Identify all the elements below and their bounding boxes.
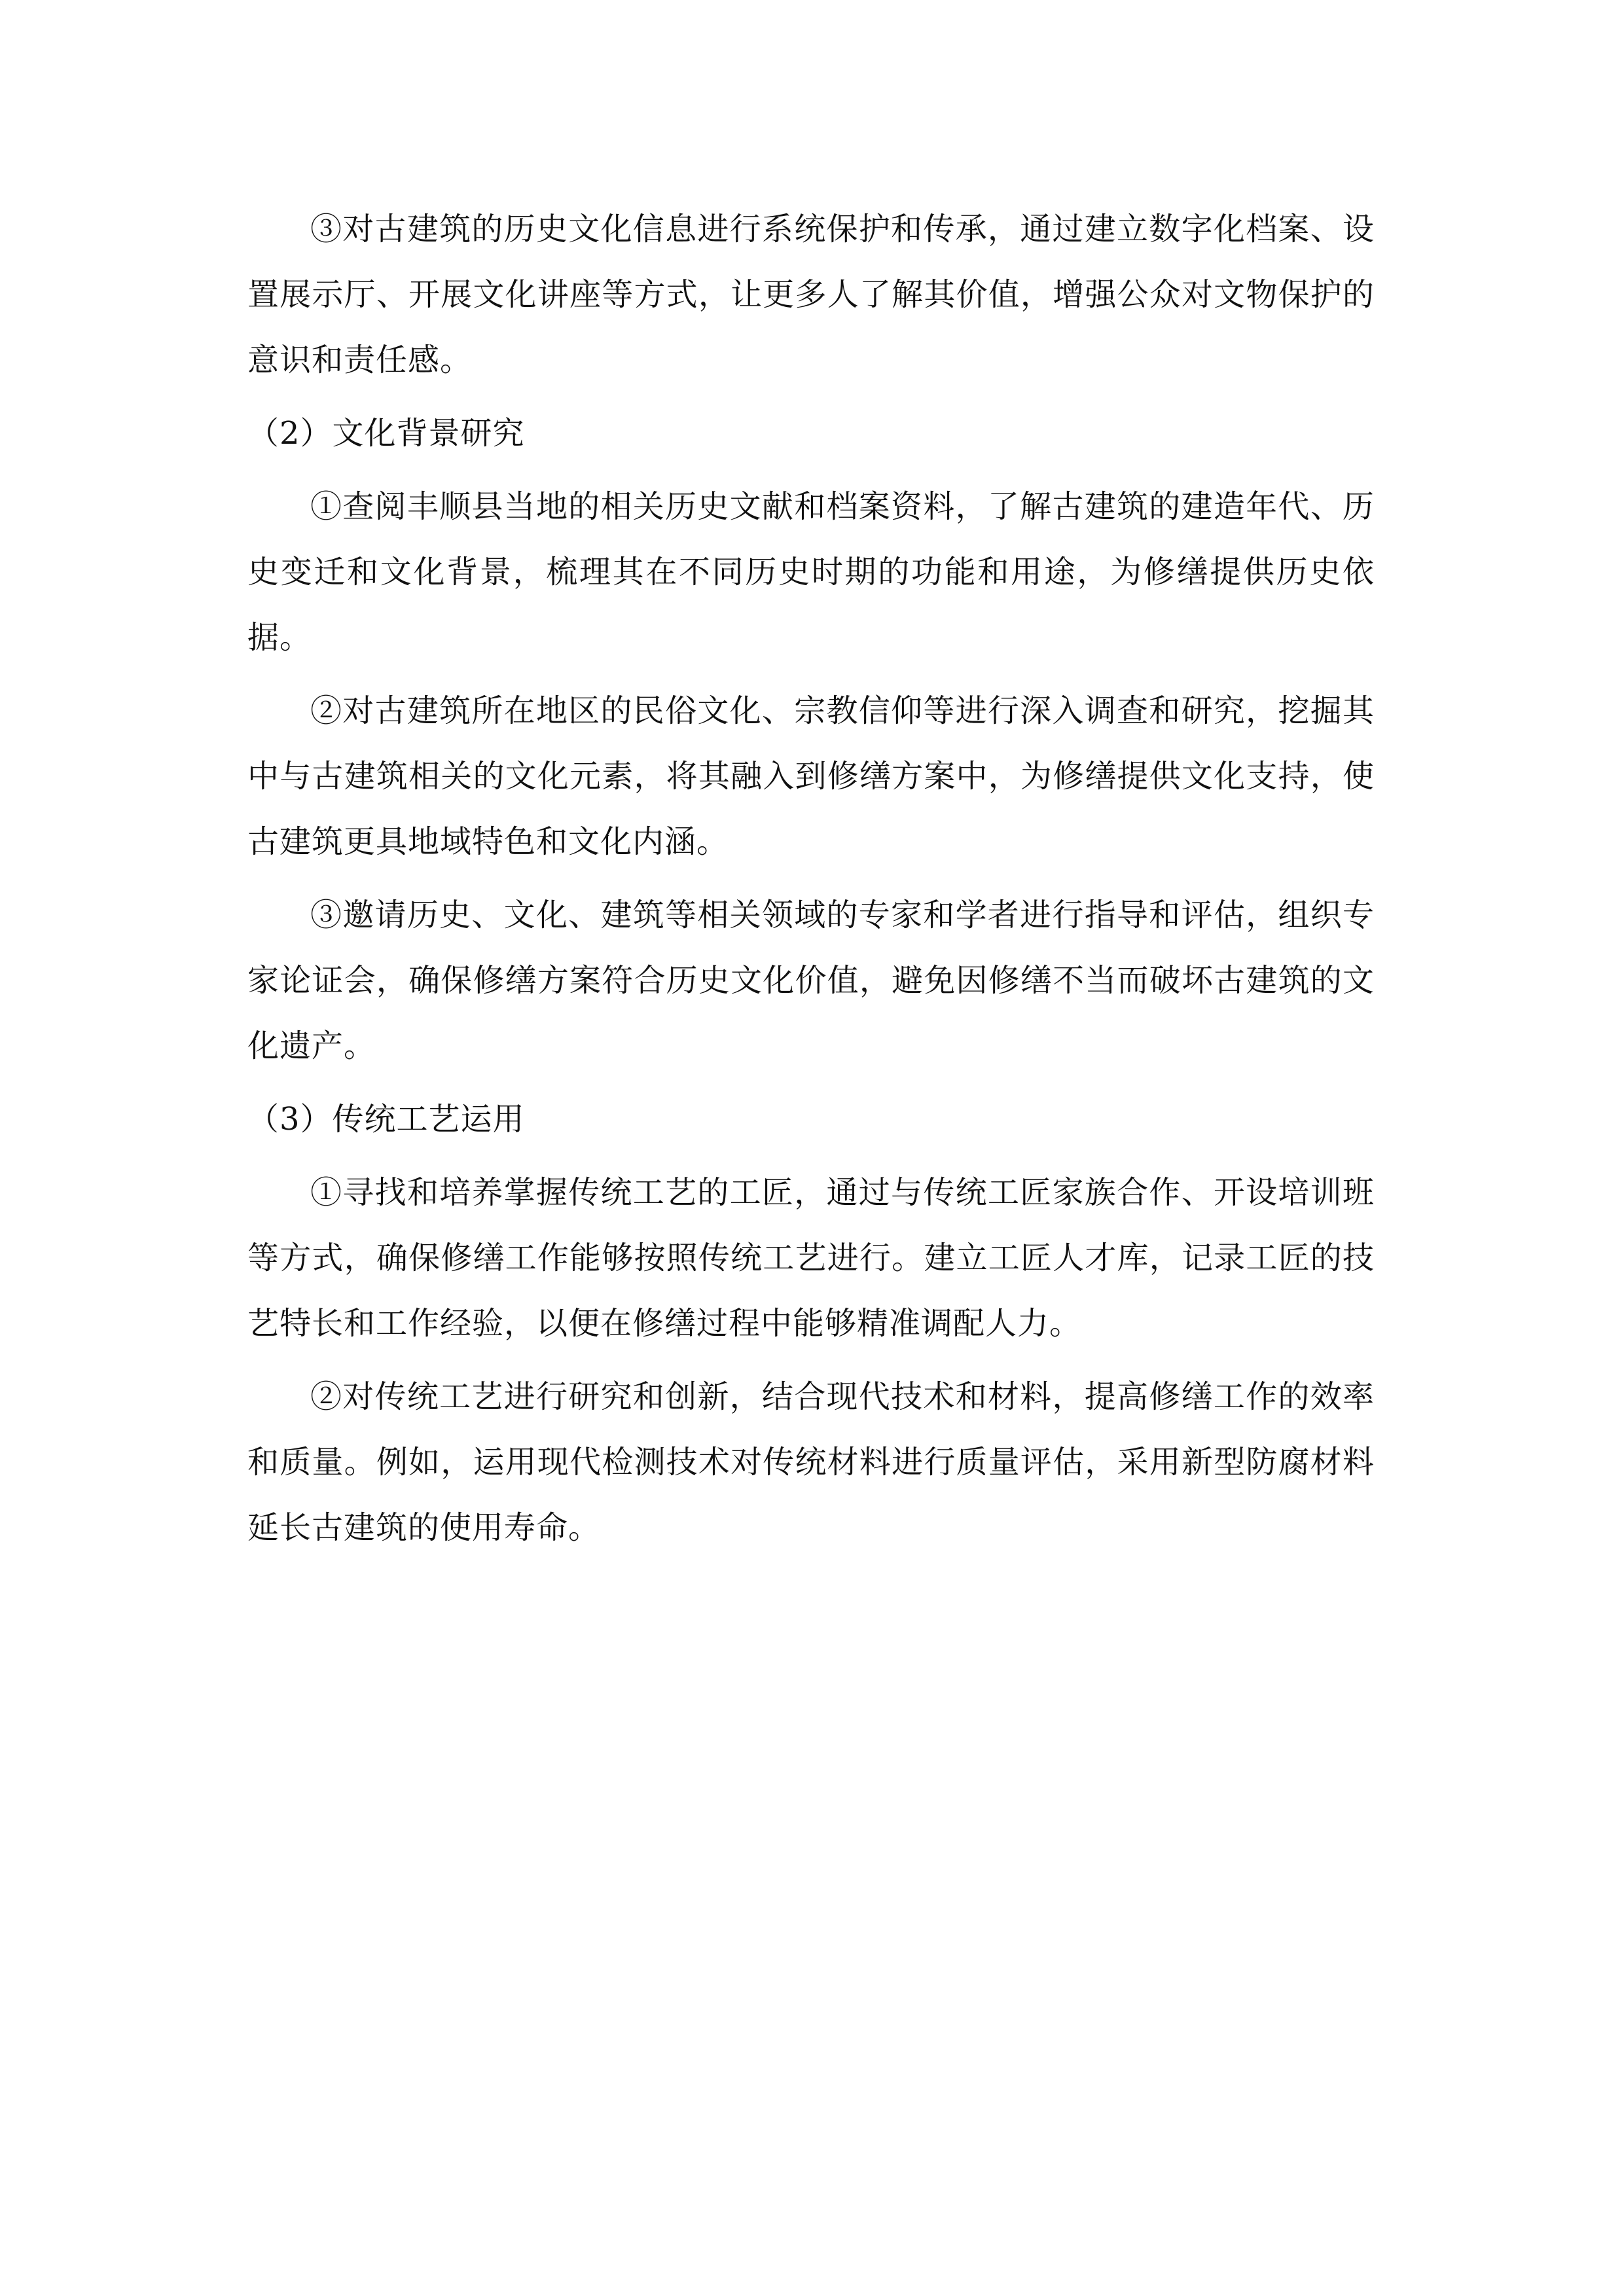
section-heading-cultural-background: （2）文化背景研究 bbox=[247, 415, 525, 452]
paragraph-folk-culture-research: ②对古建筑所在地区的民俗文化、宗教信仰等进行深入调查和研究，挖掘其中与古建筑相关的文化元素，将其融入到修缮方案中，为修缮提供文化支持，使古建筑更具地域特色和文化内涵。 bbox=[247, 692, 1375, 860]
paragraph-archive-research: ①查阅丰顺县当地的相关历史文献和档案资料，了解古建筑的建造年代、历史变迁和文化背景，梳理其在不同历史时期的功能和用途，为修缮提供历史依据。 bbox=[247, 488, 1375, 656]
document-body bbox=[247, 196, 1375, 1568]
section-heading-traditional-craft: （3）传统工艺运用 bbox=[247, 1101, 525, 1138]
paragraph-heritage-preservation: ③对古建筑的历史文化信息进行系统保护和传承，通过建立数字化档案、设置展示厅、开展文化讲座等方式，让更多人了解其价值，增强公众对文物保护的意识和责任感。 bbox=[247, 211, 1375, 378]
paragraph-craftsmen-training: ①寻找和培养掌握传统工艺的工匠，通过与传统工匠家族合作、开设培训班等方式，确保修缮工作能够按照传统工艺进行。建立工匠人才库，记录工匠的技艺特长和工作经验，以便在修缮过程中能够精准调配人力。 bbox=[247, 1174, 1375, 1342]
paragraph-craft-innovation: ②对传统工艺进行研究和创新，结合现代技术和材料，提高修缮工作的效率和质量。例如，运用现代检测技术对传统材料进行质量评估，采用新型防腐材料延长古建筑的使用寿命。 bbox=[247, 1378, 1375, 1546]
paragraph-expert-review: ③邀请历史、文化、建筑等相关领域的专家和学者进行指导和评估，组织专家论证会，确保修缮方案符合历史文化价值，避免因修缮不当而破坏古建筑的文化遗产。 bbox=[247, 897, 1375, 1064]
